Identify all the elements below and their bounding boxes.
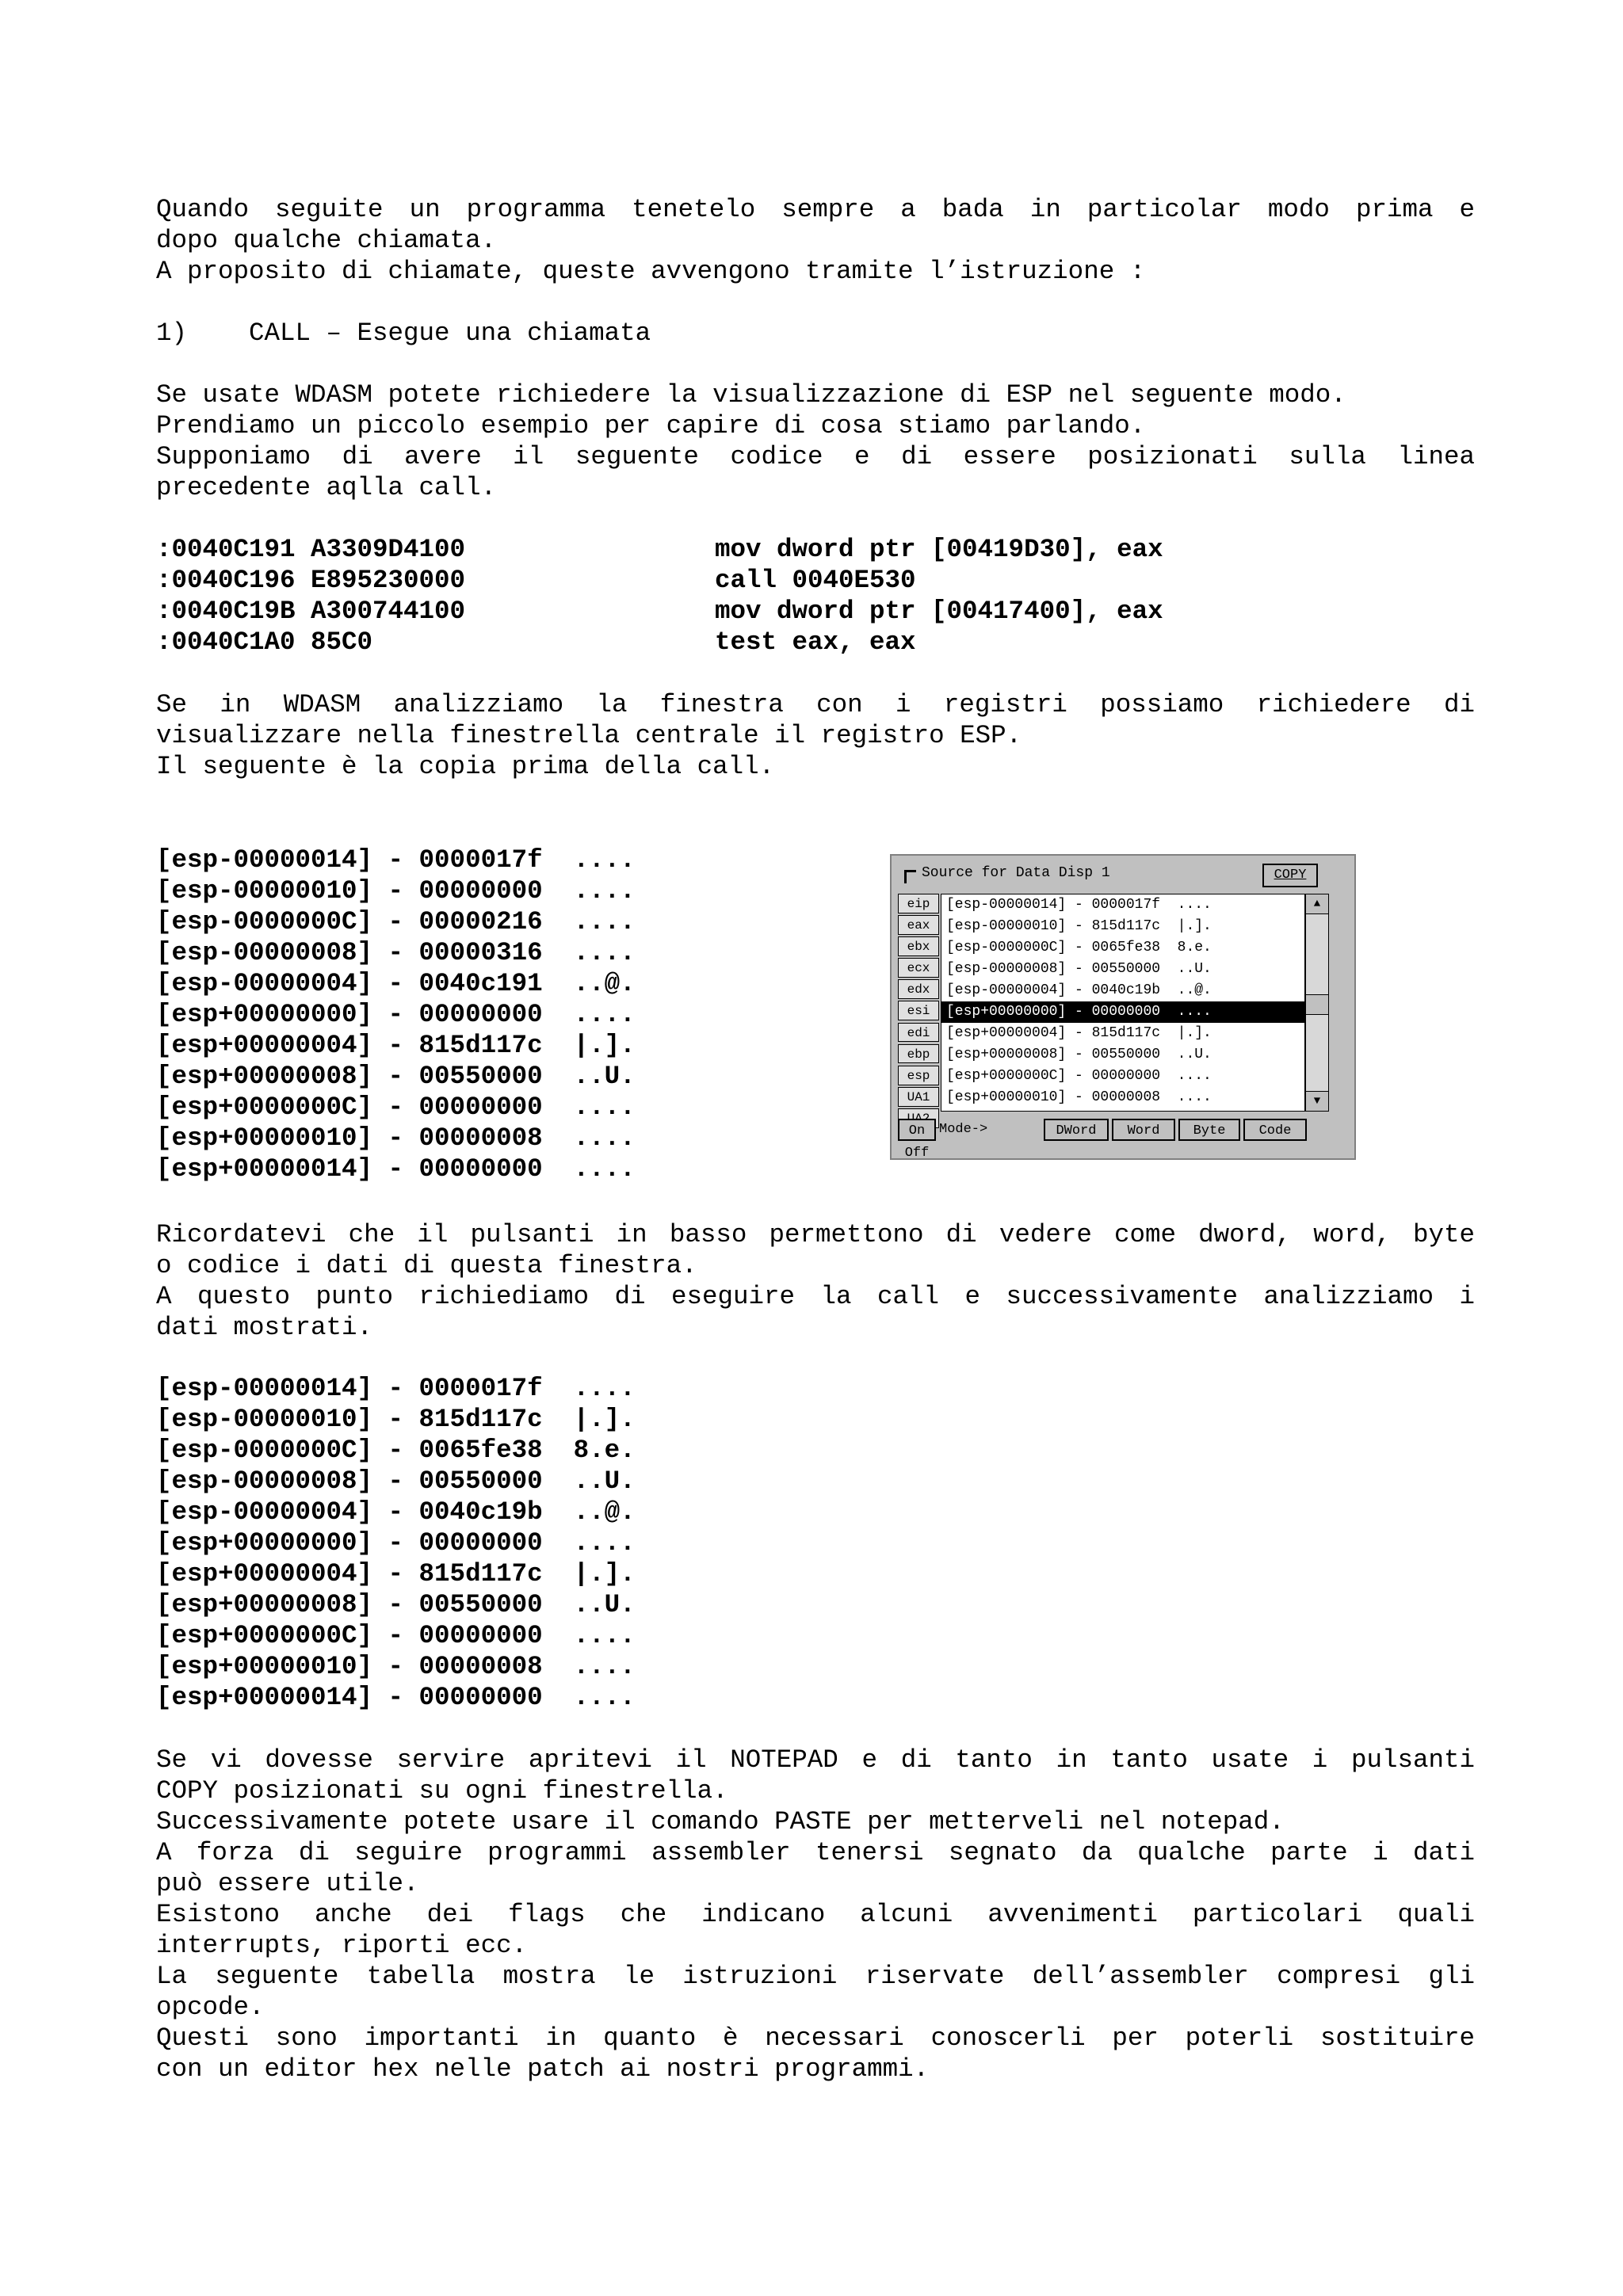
- stack-dump-after: [156, 1373, 711, 1713]
- list-item[interactable]: [esp-00000008] - 00550000 ..U.: [946, 961, 1212, 977]
- list-item[interactable]: [esp-00000014] - 0000017f ....: [946, 897, 1212, 913]
- scroll-up-arrow-icon[interactable]: ▲: [1306, 894, 1328, 914]
- intro-paragraph: [156, 194, 1475, 287]
- para2-line-3: Supponiamo di avere il seguente codice e di essere posizionati sulla linea: [156, 442, 1475, 471]
- register-button-ecx[interactable]: ecx: [898, 958, 939, 978]
- mode-label: Mode->: [939, 1122, 988, 1137]
- para5-line-11: con un editor hex nelle patch ai nostri programmi.: [156, 2054, 930, 2084]
- stack-row: [esp+0000000C] - 00000000 ....: [156, 1093, 636, 1122]
- stack-row: [esp+00000008] - 00550000 ..U.: [156, 1590, 636, 1619]
- panel-bottom-buttons: [898, 1119, 1351, 1161]
- stack-row: [esp-00000004] - 0040c19b ..@.: [156, 1497, 636, 1527]
- stack-row: [esp-0000000C] - 0065fe38 8.e.: [156, 1436, 636, 1465]
- list-item[interactable]: [esp-00000004] - 0040c19b ..@.: [946, 982, 1212, 998]
- para5-line-1: Se vi dovesse servire apritevi il NOTEPAD e di tanto in tanto usate i pulsanti: [156, 1745, 1475, 1775]
- checkbox-corner-icon[interactable]: [904, 870, 916, 883]
- code-line: [156, 534, 1475, 565]
- stack-dump-before: [156, 845, 711, 1184]
- para3-line-1: Se in WDASM analizziamo la finestra con i registri possiamo richiedere di: [156, 690, 1475, 719]
- vertical-scrollbar[interactable]: [1305, 894, 1329, 1112]
- stack-row: [esp+00000000] - 00000000 ....: [156, 1000, 636, 1029]
- stack-row: [esp+00000008] - 00550000 ..U.: [156, 1062, 636, 1091]
- para4-line-1: Ricordatevi che il pulsanti in basso permettono di vedere come dword, word, byte: [156, 1220, 1475, 1249]
- list-item[interactable]: [esp-00000010] - 815d117c |.].: [946, 918, 1212, 934]
- paragraph-notepad: [156, 1745, 1475, 2084]
- para5-line-7: interrupts, riporti ecc.: [156, 1931, 528, 1960]
- register-button-eax[interactable]: eax: [898, 915, 939, 935]
- stack-row: [esp-00000008] - 00000316 ....: [156, 938, 636, 967]
- para5-line-10: Questi sono importanti in quanto è necessari conoscerli per poterli sostituire: [156, 2023, 1475, 2053]
- on-off-button[interactable]: On Off: [898, 1119, 936, 1141]
- word-button[interactable]: Word: [1112, 1119, 1175, 1141]
- stack-row: [esp-00000014] - 0000017f ....: [156, 845, 636, 875]
- code-button[interactable]: Code: [1243, 1119, 1307, 1141]
- register-button-esi[interactable]: esi: [898, 1001, 939, 1020]
- code-instruction: mov dword ptr [00419D30], eax: [715, 535, 1163, 564]
- data-list[interactable]: [941, 894, 1305, 1112]
- register-buttons: [898, 894, 939, 1130]
- intro-line-1: Quando seguite un programma tenetelo sempre a bada in particolar modo prima e: [156, 195, 1475, 224]
- paragraph-buttons: [156, 1219, 1475, 1343]
- stack-row: [esp-0000000C] - 00000216 ....: [156, 907, 636, 936]
- stack-row: [esp+00000010] - 00000008 ....: [156, 1123, 636, 1153]
- code-line: [156, 565, 1475, 596]
- code-address: :0040C191 A3309D4100: [156, 535, 466, 564]
- stack-row: [esp+00000014] - 00000000 ....: [156, 1154, 636, 1184]
- para2-line-2: Prendiamo un piccolo esempio per capire di cosa stiamo parlando.: [156, 411, 1146, 441]
- para3-line-3: Il seguente è la copia prima della call.: [156, 752, 775, 781]
- para4-line-4: dati mostrati.: [156, 1313, 373, 1342]
- scroll-thumb[interactable]: [1306, 994, 1328, 1015]
- scroll-down-arrow-icon[interactable]: ▼: [1306, 1091, 1328, 1111]
- para5-line-6: Esistono anche dei flags che indicano alcuni avvenimenti particolari quali: [156, 1900, 1475, 1929]
- code-instruction: mov dword ptr [00417400], eax: [715, 597, 1163, 626]
- code-address: :0040C1A0 85C0: [156, 627, 373, 657]
- list-item-call: [156, 318, 1475, 349]
- para5-line-2: COPY posizionati su ogni finestrella.: [156, 1776, 728, 1806]
- list-item[interactable]: [esp-0000000C] - 0065fe38 8.e.: [946, 940, 1212, 955]
- stack-row: [esp+00000010] - 00000008 ....: [156, 1652, 636, 1681]
- panel-header: [898, 860, 1351, 884]
- para5-line-5: può essere utile.: [156, 1869, 419, 1898]
- list-item[interactable]: [esp+00000004] - 815d117c |.].: [946, 1025, 1212, 1041]
- code-address: :0040C19B A300744100: [156, 597, 466, 626]
- wdasm-data-display-panel: [890, 854, 1356, 1160]
- list-item-text: 1) CALL – Esegue una chiamata: [156, 318, 651, 348]
- stack-row: [esp-00000004] - 0040c191 ..@.: [156, 969, 636, 998]
- stack-row: [esp-00000010] - 00000000 ....: [156, 876, 636, 906]
- para2-line-4: precedente aqlla call.: [156, 473, 497, 502]
- register-button-ebp[interactable]: ebp: [898, 1044, 939, 1064]
- intro-line-2: dopo qualche chiamata.: [156, 226, 497, 255]
- byte-button[interactable]: Byte: [1178, 1119, 1240, 1141]
- intro-line-3: A proposito di chiamate, queste avvengono tramite l’istruzione :: [156, 257, 1146, 286]
- register-button-eip[interactable]: eip: [898, 894, 939, 913]
- register-button-edi[interactable]: edi: [898, 1023, 939, 1043]
- stack-row: [esp-00000010] - 815d117c |.].: [156, 1405, 636, 1434]
- stack-row: [esp-00000014] - 0000017f ....: [156, 1374, 636, 1403]
- para5-line-3: Successivamente potete usare il comando PASTE per metterveli nel notepad.: [156, 1807, 1285, 1836]
- list-item[interactable]: [esp+00000010] - 00000008 ....: [946, 1089, 1212, 1105]
- stack-row: [esp+0000000C] - 00000000 ....: [156, 1621, 636, 1650]
- code-instruction: test eax, eax: [715, 627, 916, 657]
- list-item[interactable]: [esp+00000008] - 00550000 ..U.: [946, 1047, 1212, 1062]
- list-item-selected[interactable]: [esp+00000000] - 00000000 ....: [941, 1001, 1304, 1023]
- paragraph-wdasm: [156, 379, 1475, 503]
- para4-line-2: o codice i dati di questa finestra.: [156, 1251, 697, 1280]
- paragraph-registers: [156, 689, 1475, 782]
- dword-button[interactable]: DWord: [1044, 1119, 1109, 1141]
- para5-line-8: La seguente tabella mostra le istruzioni riservate dell’assembler compresi gli: [156, 1962, 1475, 1991]
- copy-button[interactable]: COPY: [1262, 864, 1318, 887]
- list-item[interactable]: [esp+0000000C] - 00000000 ....: [946, 1068, 1212, 1084]
- panel-title: Source for Data Disp 1: [922, 865, 1110, 881]
- register-button-edx[interactable]: edx: [898, 979, 939, 999]
- code-line: [156, 596, 1475, 627]
- para5-line-4: A forza di seguire programmi assembler tenersi segnato da qualche parte i dati: [156, 1838, 1475, 1867]
- para5-line-9: opcode.: [156, 1993, 265, 2022]
- stack-row: [esp+00000014] - 00000000 ....: [156, 1683, 636, 1712]
- code-line: [156, 627, 1475, 658]
- para2-line-1: Se usate WDASM potete richiedere la visualizzazione di ESP nel seguente modo.: [156, 380, 1346, 410]
- register-button-ebx[interactable]: ebx: [898, 936, 939, 956]
- code-instruction: call 0040E530: [715, 566, 916, 595]
- stack-row: [esp+00000004] - 815d117c |.].: [156, 1031, 636, 1060]
- para3-line-2: visualizzare nella finestrella centrale il registro ESP.: [156, 721, 1022, 750]
- register-button-esp[interactable]: esp: [898, 1066, 939, 1085]
- stack-row: [esp+00000004] - 815d117c |.].: [156, 1559, 636, 1589]
- stack-row: [esp+00000000] - 00000000 ....: [156, 1528, 636, 1558]
- code-address: :0040C196 E895230000: [156, 566, 466, 595]
- para4-line-3: A questo punto richiediamo di eseguire la call e successivamente analizziamo i: [156, 1282, 1475, 1311]
- register-button-ua1[interactable]: UA1: [898, 1087, 939, 1107]
- stack-row: [esp-00000008] - 00550000 ..U.: [156, 1466, 636, 1496]
